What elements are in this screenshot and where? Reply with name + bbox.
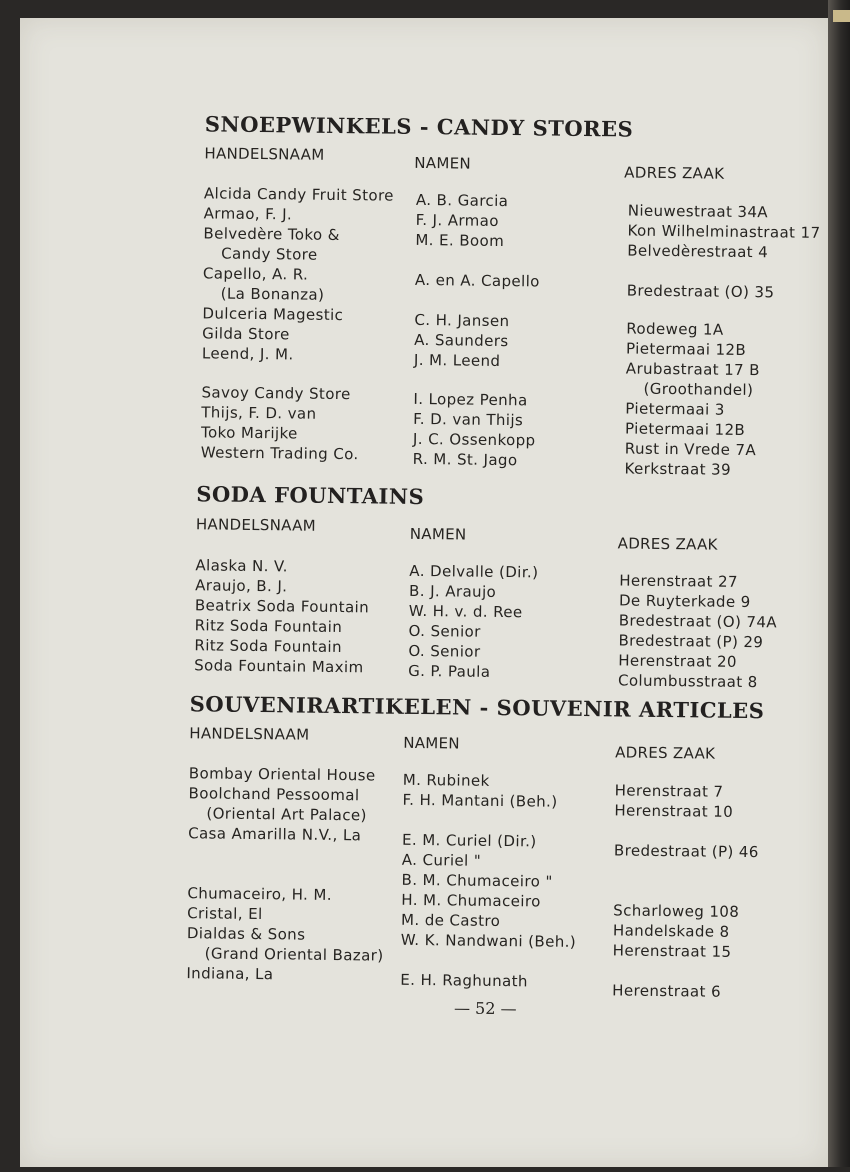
section-title-soda-fountains: SODA FOUNTAINS [196, 481, 425, 510]
list-item: O. Senior [408, 641, 481, 661]
list-item: Pietermaai 3 [625, 399, 725, 419]
list-item: A. Saunders [414, 330, 509, 351]
page-content [12, 13, 834, 1172]
list-item: Savoy Candy Store [201, 383, 351, 404]
list-item: W. H. v. d. Ree [408, 601, 523, 622]
list-item: Kon Wilhelminastraat 17 [627, 221, 821, 242]
list-item: J. M. Leend [413, 350, 501, 370]
list-item: Herenstraat 10 [614, 801, 734, 821]
section-title-souvenir-articles: SOUVENIRARTIKELEN - SOUVENIR ARTICLES [189, 691, 765, 724]
list-item: Bredestraat (P) 29 [618, 631, 764, 652]
list-item: M. de Castro [400, 910, 501, 931]
list-item: Kerkstraat 39 [624, 459, 732, 479]
list-item: Pietermaai 12B [624, 419, 746, 439]
list-item: Capello, A. R. [202, 264, 309, 284]
list-item: A. en A. Capello [414, 270, 540, 291]
list-item: A. Curiel " [401, 850, 482, 870]
list-item: E. M. Curiel (Dir.) [401, 830, 537, 851]
list-item: Gilda Store [202, 324, 290, 344]
list-item: E. H. Raghunath [400, 970, 528, 991]
list-item: Western Trading Co. [200, 443, 359, 464]
list-item: Bredestraat (P) 46 [613, 841, 759, 862]
list-item: Herenstraat 20 [618, 651, 738, 671]
list-item: Boolchand Pessoomal [188, 784, 360, 805]
list-item: F. H. Mantani (Beh.) [402, 790, 558, 811]
list-item: A. Delvalle (Dir.) [409, 561, 539, 582]
list-item: Nieuwestraat 34A [627, 201, 769, 222]
list-item: Ritz Soda Fountain [194, 616, 343, 637]
list-item: H. M. Chumaceiro [401, 890, 541, 911]
list-item: W. K. Nandwani (Beh.) [400, 930, 577, 951]
col-header-handelsnaam: HANDELSNAAM [195, 515, 317, 535]
list-item: Alcida Candy Fruit Store [203, 184, 394, 205]
list-item: R. M. St. Jago [412, 449, 518, 470]
list-item: Armao, F. J. [203, 204, 293, 224]
list-item: Scharloweg 108 [613, 901, 740, 921]
list-item: Chumaceiro, H. M. [187, 884, 333, 904]
list-item: Toko Marijke [200, 423, 298, 443]
list-item: Ritz Soda Fountain [194, 636, 343, 657]
list-item: Candy Store [221, 244, 318, 264]
list-item: I. Lopez Penha [413, 389, 528, 410]
list-item: Beatrix Soda Fountain [194, 596, 370, 617]
list-item: Handelskade 8 [612, 921, 730, 941]
list-item: Alaska N. V. [195, 556, 288, 576]
list-item: Leend, J. M. [201, 344, 294, 364]
list-item: B. J. Araujo [408, 581, 497, 601]
list-item: Herenstraat 15 [612, 941, 732, 961]
list-item: De Ruyterkade 9 [618, 591, 751, 612]
page-tab-marker [833, 10, 850, 22]
list-item: Belvedèrestraat 4 [627, 241, 769, 262]
list-item: Herenstraat 27 [619, 571, 739, 591]
list-item: Casa Amarilla N.V., La [188, 824, 362, 845]
list-item: C. H. Jansen [414, 310, 510, 331]
list-item: O. Senior [408, 621, 481, 641]
list-item: G. P. Paula [408, 661, 491, 681]
list-item: Dialdas & Sons [186, 924, 306, 944]
list-item: (Groothandel) [643, 379, 754, 400]
list-item: Rodeweg 1A [626, 319, 724, 339]
book-page [20, 18, 828, 1167]
col-header-namen: NAMEN [414, 153, 472, 173]
col-header-handelsnaam: HANDELSNAAM [204, 144, 325, 164]
list-item: Thijs, F. D. van [201, 403, 317, 423]
list-item: Arubastraat 17 B [625, 359, 761, 380]
list-item: A. B. Garcia [415, 190, 509, 211]
list-item: J. C. Ossenkopp [412, 429, 536, 450]
list-item: Columbusstraat 8 [617, 671, 758, 692]
list-item: (Oriental Art Palace) [206, 804, 367, 825]
list-item: F. D. van Thijs [413, 409, 524, 430]
list-item: Pietermaai 12B [625, 339, 747, 359]
list-item: Cristal, El [187, 904, 263, 924]
list-item: Herenstraat 7 [614, 781, 724, 801]
col-header-adres: ADRES ZAAK [617, 534, 718, 554]
list-item: Bredestraat (O) 74A [618, 611, 778, 632]
list-item: B. M. Chumaceiro " [401, 870, 553, 891]
list-item: Rust in Vrede 7A [624, 439, 757, 460]
list-item: M. E. Boom [415, 230, 505, 251]
col-header-namen: NAMEN [403, 733, 460, 753]
list-item: Belvedère Toko & [203, 224, 340, 244]
list-item: Dulceria Magestic [202, 304, 344, 325]
col-header-adres: ADRES ZAAK [615, 743, 716, 763]
col-header-handelsnaam: HANDELSNAAM [189, 724, 310, 744]
col-header-adres: ADRES ZAAK [624, 163, 725, 183]
list-item: Bredestraat (O) 35 [626, 281, 775, 302]
list-item: Indiana, La [186, 964, 274, 984]
list-item: (La Bonanza) [220, 284, 325, 304]
list-item: Bombay Oriental House [188, 764, 376, 785]
list-item: F. J. Armao [415, 210, 500, 230]
col-header-namen: NAMEN [409, 524, 467, 544]
list-item: Araujo, B. J. [195, 576, 288, 596]
list-item: Soda Fountain Maxim [194, 656, 364, 677]
book-spine-edge [828, 0, 850, 1167]
page-number: — 52 — [453, 998, 517, 1019]
section-title-candy-stores: SNOEPWINKELS - CANDY STORES [204, 111, 634, 142]
list-item: (Grand Oriental Bazar) [204, 944, 384, 965]
list-item: M. Rubinek [402, 770, 490, 790]
list-item: Herenstraat 6 [612, 981, 722, 1001]
